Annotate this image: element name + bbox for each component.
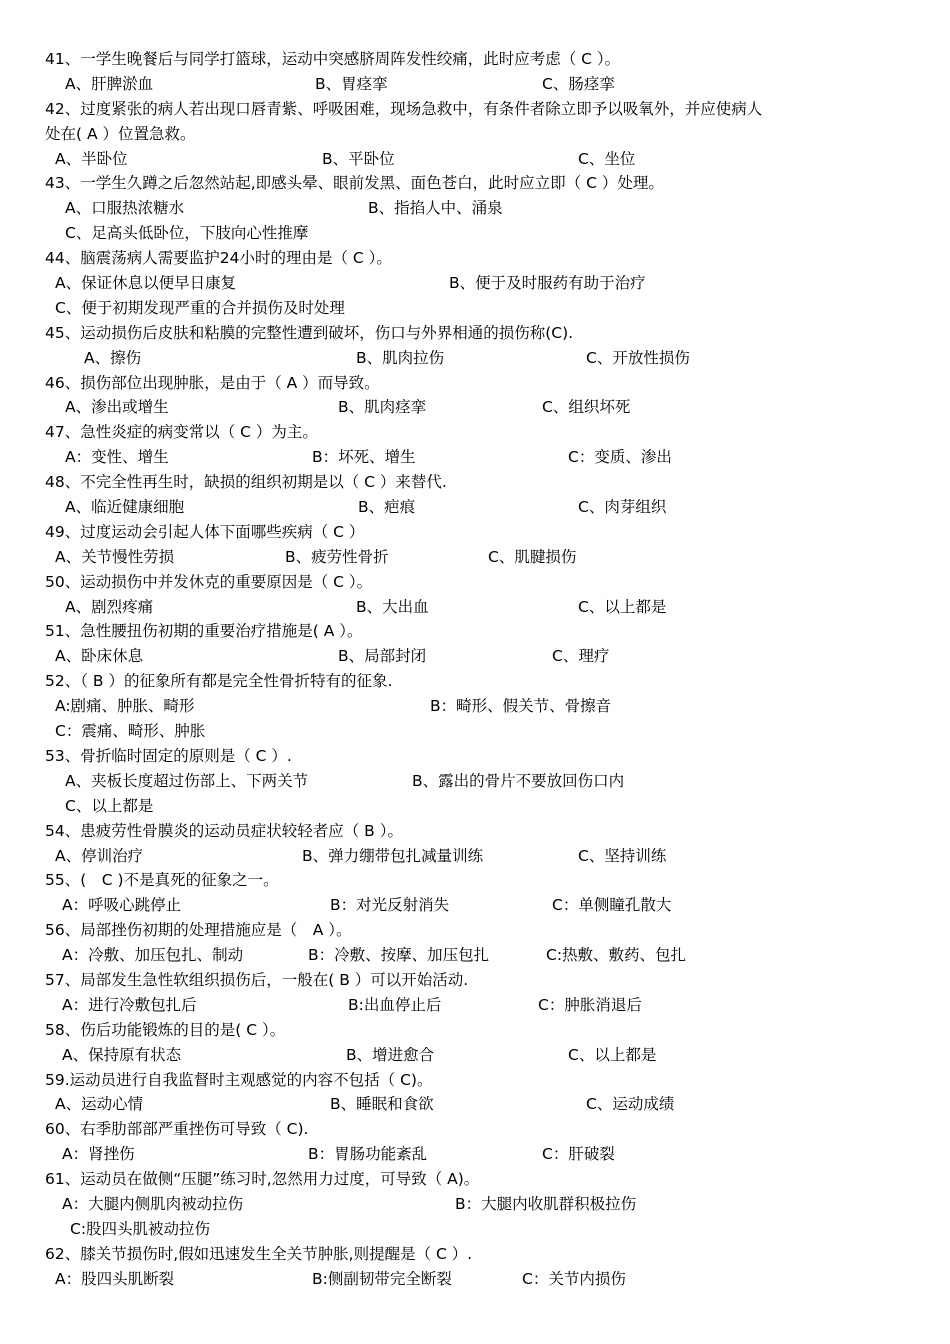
question-text: 44、脑震荡病人需要监护24小时的理由是（ C ）。	[45, 249, 392, 268]
option-text: B：坏死、增生	[312, 448, 416, 467]
question-text: 58、伤后功能锻炼的目的是( C ）。	[45, 1020, 286, 1039]
option-text: A、运动心情	[55, 1095, 144, 1114]
option-line	[0, 296, 950, 321]
question-line	[0, 470, 950, 495]
option-line	[0, 271, 950, 296]
option-text: A、渗出或增生	[65, 398, 169, 417]
question-line	[0, 171, 950, 196]
option-line	[0, 893, 950, 918]
option-text: A、口服热浓糖水	[65, 199, 185, 218]
question-line	[0, 520, 950, 545]
option-text: A、半卧位	[55, 149, 128, 168]
option-line	[0, 694, 950, 719]
option-text: C：变质、渗出	[568, 448, 672, 467]
option-text: A：变性、增生	[65, 448, 169, 467]
option-text: A、停训治疗	[55, 846, 144, 865]
option-text: C、理疗	[552, 647, 610, 666]
option-text: A、肝脾淤血	[65, 74, 154, 93]
option-line	[0, 943, 950, 968]
question-text: 55、( C )不是真死的征象之一。	[45, 871, 279, 890]
question-line	[0, 1167, 950, 1192]
option-text: B、大出血	[356, 597, 429, 616]
option-text: B、睡眠和食欲	[330, 1095, 434, 1114]
question-text: 50、运动损伤中并发休克的重要原因是（ C ）。	[45, 572, 373, 591]
question-line	[0, 918, 950, 943]
question-line	[0, 619, 950, 644]
question-text: 46、损伤部位出现肿胀，是由于（ A ）而导致。	[45, 373, 380, 392]
option-text: B：胃肠功能紊乱	[308, 1145, 428, 1164]
option-text: C：肿胀消退后	[538, 995, 642, 1014]
option-text: B：大腿内收肌群积极拉伤	[455, 1194, 637, 1213]
question-text: 56、局部挫伤初期的处理措施应是（ A ）。	[45, 921, 352, 940]
question-text: 48、不完全性再生时，缺损的组织初期是以（ C ）来替代.	[45, 473, 447, 492]
question-text: 54、患疲劳性骨膜炎的运动员症状较轻者应（ B ）。	[45, 821, 403, 840]
option-line	[0, 122, 950, 147]
question-text: 53、骨折临时固定的原则是（ C ）.	[45, 746, 292, 765]
question-text: 62、膝关节损伤时,假如迅速发生全关节肿胀,则提醒是（ C ）.	[45, 1244, 473, 1263]
option-line	[0, 769, 950, 794]
question-line	[0, 371, 950, 396]
option-line	[0, 147, 950, 172]
exam-document	[0, 47, 950, 1292]
option-text: A、保持原有状态	[62, 1045, 182, 1064]
option-line	[0, 395, 950, 420]
option-text: B、疲劳性骨折	[285, 547, 389, 566]
option-text: A、临近健康细胞	[65, 498, 185, 517]
question-text: 45、运动损伤后皮肤和粘膜的完整性遭到破坏，伤口与外界相通的损伤称(C).	[45, 323, 574, 342]
option-text: C:热敷、敷药、包扎	[546, 946, 687, 965]
question-line	[0, 97, 950, 122]
option-text: B、弹力绷带包扎减量训练	[302, 846, 484, 865]
option-text: C：关节内损伤	[522, 1269, 626, 1288]
question-line	[0, 1068, 950, 1093]
question-text: 43、一学生久蹲之后忽然站起,即感头晕、眼前发黑、面色苍白，此时应立即（ C ）处理。	[45, 174, 664, 193]
option-text: B、增进愈合	[346, 1045, 435, 1064]
option-text: A：冷敷、加压包扎、制动	[62, 946, 244, 965]
option-text: B、肌肉拉伤	[356, 348, 445, 367]
option-line	[0, 346, 950, 371]
option-text: A：进行冷敷包扎后	[62, 995, 197, 1014]
question-text: 42、过度紧张的病人若出现口唇青紫、呼吸困难，现场急救中，有条件者除立即予以吸氧外，并应使病人	[45, 99, 763, 118]
question-text: 52、（ B ）的征象所有都是完全性骨折特有的征象.	[45, 672, 393, 691]
option-text: C、以上都是	[578, 597, 667, 616]
question-text: 57、局部发生急性软组织损伤后，一般在( B ）可以开始活动.	[45, 970, 469, 989]
option-text: C、肌腱损伤	[488, 547, 577, 566]
option-line	[0, 495, 950, 520]
option-text: B、肌肉痉挛	[338, 398, 427, 417]
option-line	[0, 1142, 950, 1167]
option-line	[0, 445, 950, 470]
question-text: 59.运动员进行自我监督时主观感觉的内容不包括（ C)。	[45, 1070, 433, 1089]
question-line	[0, 744, 950, 769]
question-line	[0, 669, 950, 694]
question-line	[0, 968, 950, 993]
option-text: A、关节慢性劳损	[55, 547, 175, 566]
question-line	[0, 420, 950, 445]
option-text: C、以上都是	[568, 1045, 657, 1064]
option-text: 处在( A ）位置急救。	[45, 124, 196, 143]
option-text: B、疤痕	[358, 498, 416, 517]
option-text: A：大腿内侧肌肉被动拉伤	[62, 1194, 244, 1213]
option-line	[0, 1092, 950, 1117]
option-line	[0, 993, 950, 1018]
option-text: C、运动成绩	[586, 1095, 675, 1114]
option-text: C:股四头肌被动拉伤	[70, 1219, 211, 1238]
option-text: A:剧痛、肿胀、畸形	[55, 697, 195, 716]
option-line	[0, 844, 950, 869]
option-line	[0, 1192, 950, 1217]
option-line	[0, 1043, 950, 1068]
option-text: A：肾挫伤	[62, 1145, 135, 1164]
option-text: B、胃痉挛	[315, 74, 388, 93]
option-text: B:出血停止后	[348, 995, 442, 1014]
option-text: C、便于初期发现严重的合并损伤及时处理	[55, 298, 345, 317]
question-text: 41、一学生晚餐后与同学打篮球，运动中突感脐周阵发性绞痛，此时应考虑（ C ）。	[45, 50, 621, 68]
option-text: C、组织坏死	[542, 398, 631, 417]
question-text: 60、右季肋部部严重挫伤可导致（ C).	[45, 1120, 309, 1139]
option-line	[0, 644, 950, 669]
option-line	[0, 72, 950, 97]
option-line	[0, 1217, 950, 1242]
option-text: B：对光反射消失	[330, 896, 450, 915]
option-text: C、坐位	[578, 149, 636, 168]
option-text: A、夹板长度超过伤部上、下两关节	[65, 771, 309, 790]
option-line	[0, 595, 950, 620]
question-line	[0, 321, 950, 346]
option-line	[0, 545, 950, 570]
option-text: B、局部封闭	[338, 647, 427, 666]
option-text: B、露出的骨片不要放回伤口内	[412, 771, 625, 790]
option-text: C、足高头低卧位，下肢向心性推摩	[65, 224, 309, 243]
option-text: C、开放性损伤	[586, 348, 690, 367]
option-text: B:侧副韧带完全断裂	[312, 1269, 452, 1288]
question-line	[0, 868, 950, 893]
option-text: B：冷敷、按摩、加压包扎	[308, 946, 490, 965]
option-line	[0, 794, 950, 819]
option-text: C：震痛、畸形、肿胀	[55, 722, 206, 741]
option-text: B、平卧位	[322, 149, 395, 168]
option-text: C：单侧瞳孔散大	[552, 896, 672, 915]
question-text: 49、过度运动会引起人体下面哪些疾病（ C ）	[45, 522, 365, 541]
option-text: C、肉芽组织	[578, 498, 667, 517]
option-text: C：肝破裂	[542, 1145, 615, 1164]
option-text: B、指掐人中、涌泉	[368, 199, 503, 218]
question-text: 47、急性炎症的病变常以（ C ）为主。	[45, 423, 318, 442]
option-text: A、剧烈疼痛	[65, 597, 154, 616]
question-line	[0, 1117, 950, 1142]
option-text: C、坚持训练	[578, 846, 667, 865]
question-text: 61、运动员在做侧“压腿”练习时,忽然用力过度，可导致（ A)。	[45, 1170, 480, 1189]
option-text: C、肠痉挛	[542, 74, 615, 93]
question-text: 51、急性腰扭伤初期的重要治疗措施是( A ）。	[45, 622, 363, 641]
option-text: A：呼吸心跳停止	[62, 896, 182, 915]
option-text: B、便于及时服药有助于治疗	[449, 274, 646, 293]
option-line	[0, 221, 950, 246]
option-text: A、保证休息以便早日康复	[55, 274, 237, 293]
option-text: C、以上都是	[65, 796, 154, 815]
question-line	[0, 1242, 950, 1267]
option-text: A：股四头肌断裂	[55, 1269, 175, 1288]
option-line	[0, 196, 950, 221]
question-line	[0, 1018, 950, 1043]
option-line	[0, 719, 950, 744]
question-line	[0, 570, 950, 595]
option-text: B：畸形、假关节、骨擦音	[430, 697, 612, 716]
option-text: A、擦伤	[84, 348, 142, 367]
question-line	[0, 47, 950, 72]
option-line	[0, 1267, 950, 1292]
question-line	[0, 246, 950, 271]
question-line	[0, 819, 950, 844]
option-text: A、卧床休息	[55, 647, 144, 666]
